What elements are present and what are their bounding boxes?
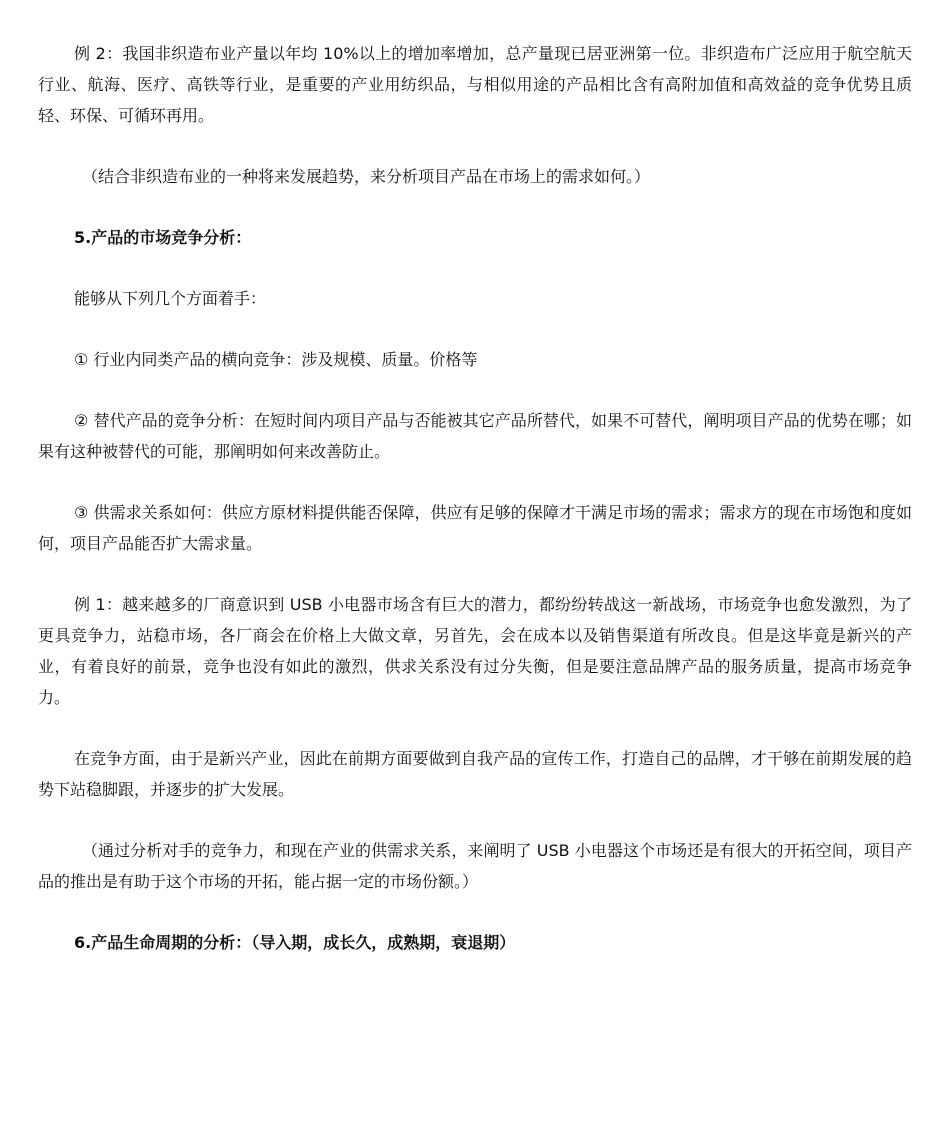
paragraph-example-2: 例 2：我国非织造布业产量以年均 10%以上的增加率增加，总产量现已居亚洲第一位。非织造布广泛应用于航空航天行业、航海、医疗、高铁等行业，是重要的产业用纺织品，与相似用途的产品相比含有高附加值和高效益的竞争优势且质轻、环保、可循环再用。 <box>38 44 912 125</box>
paragraph-competition-aspect: 在竞争方面，由于是新兴产业，因此在前期方面要做到自我产品的宣传工作，打造自己的品牌，才干够在前期发展的趋势下站稳脚跟，并逐步的扩大发展。 <box>38 749 912 799</box>
paragraph-note-demand: （结合非织造布业的一种将来发展趋势，来分析项目产品在市场上的需求如何。） <box>82 167 651 186</box>
paragraph-example-1: 例 1：越来越多的厂商意识到 USB 小电器市场含有巨大的潜力，都纷纷转战这一新战场，市场竞争也愈发激烈，为了更具竞争力，站稳市场，各厂商会在价格上大做文章，另首先，会在成本以及销售渠道有所改良。但是这毕竟是新兴的产业，有着良好的前景，竞争也没有如此的激烈，供求关系没有过分失衡，但是要注意品牌产品的服务质量，提高市场竞争力。 <box>38 595 912 707</box>
paragraph-intro-aspects: 能够从下列几个方面着手： <box>74 289 267 308</box>
list-item-supply-demand: ③ 供需求关系如何：供应方原材料提供能否保障，供应有足够的保障才干满足市场的需求；需求方的现在市场饱和度如何，项目产品能否扩大需求量。 <box>38 503 912 553</box>
section-heading-competition: 5.产品的市场竞争分析： <box>74 228 252 247</box>
list-item-horizontal-competition: ① 行业内同类产品的横向竞争：涉及规模、质量。价格等 <box>74 350 478 369</box>
document-page <box>38 38 912 988</box>
paragraph-note-usb-market: （通过分析对手的竞争力，和现在产业的供需求关系，来阐明了 USB 小电器这个市场还是有很大的开拓空间，项目产品的推出是有助于这个市场的开拓，能占据一定的市场份额。） <box>38 841 912 891</box>
section-heading-lifecycle: 6.产品生命周期的分析：（导入期，成长久，成熟期，衰退期） <box>74 933 516 952</box>
list-item-substitute-analysis: ② 替代产品的竞争分析：在短时间内项目产品与否能被其它产品所替代，如果不可替代，阐明项目产品的优势在哪；如果有这种被替代的可能，那阐明如何来改善防止。 <box>38 411 912 461</box>
